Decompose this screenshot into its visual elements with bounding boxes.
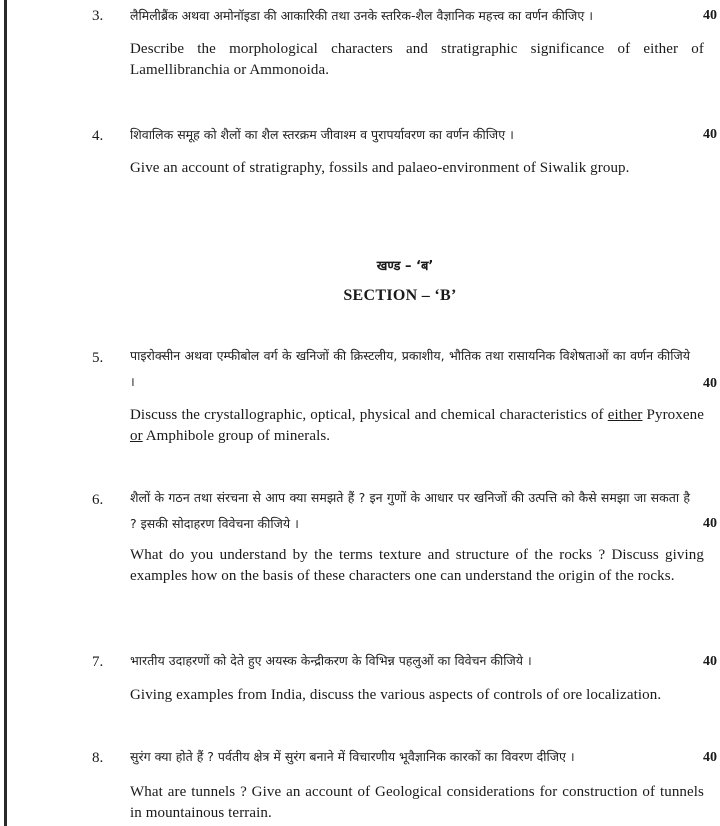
question-marks: 40: [703, 750, 717, 765]
question-marks: 40: [703, 127, 717, 142]
question-number: 5.: [92, 350, 104, 366]
question-marks: 40: [703, 8, 717, 23]
question-text-hindi: सुरंग क्या होते हैं ? पर्वतीय क्षेत्र में सुरंग बनाने में विचारणीय भूवैज्ञानिक कारकों का विवरण दीजिए ।: [130, 749, 575, 764]
question-text-hindi: शैलों के गठन तथा संरचना से आप क्या समझते हैं ? इन गुणों के आधार पर खनिजों की उत्पत्ति को कैसे समझा जा सकता है ? इसकी सोदाहरण विवेचना कीजिये ।: [130, 490, 690, 531]
question-marks: 40: [703, 654, 717, 669]
question-text-english: What are tunnels ? Give an account of Geological considerations for construction of tunnels in mountainous terrain.: [130, 784, 704, 821]
english-text: Amphibole group of minerals.: [142, 428, 331, 444]
question-text-hindi: शिवालिक समूह को शैलों का शैल स्तरक्रम जीवाश्म व पुरापर्यावरण का वर्णन कीजिए ।: [130, 127, 514, 142]
question-text-hindi: पाइरोक्सीन अथवा एम्फीबोल वर्ग के खनिजों की क्रिस्टलीय, प्रकाशीय, भौतिक तथा रासायनिक विशेषताओं का वर्णन कीजिये ।: [130, 348, 690, 389]
question-text-english: What do you understand by the terms texture and structure of the rocks ? Discuss giving examples how on the basis of these characters one can understand the origin of the rocks.: [130, 547, 704, 584]
question-text-english: Give an account of stratigraphy, fossils and palaeo-environment of Siwalik group.: [130, 160, 630, 176]
emphasis-or: or: [130, 428, 143, 444]
page-left-border: [4, 0, 7, 826]
question-number: 4.: [92, 128, 104, 144]
question-number: 7.: [92, 654, 104, 670]
question-marks: 40: [703, 516, 717, 531]
question-text-hindi: लैमिलीब्रैंक अथवा अमोनॉइडा की आकारिकी तथा उनके स्तरिक-शैल वैज्ञानिक महत्त्व का वर्णन कीजिए ।: [130, 8, 593, 23]
emphasis-either: either: [607, 407, 643, 423]
question-number: 6.: [92, 492, 104, 508]
question-number: 8.: [92, 750, 104, 766]
section-heading-hindi: खण्ड – ‘ब’: [376, 259, 434, 274]
question-text-hindi: भारतीय उदाहरणों को देते हुए अयस्क केन्द्रीकरण के विभिन्न पहलुओं का विवेचन कीजिये ।: [130, 653, 532, 668]
question-text-english: [130, 405, 704, 447]
section-heading: SECTION – ‘B’: [343, 287, 457, 304]
question-marks: 40: [703, 376, 717, 391]
question-text-english: Describe the morphological characters and stratigraphic significance of either of Lamellibranchia or Ammonoida.: [130, 41, 704, 78]
english-text: Pyroxene: [642, 407, 704, 423]
question-text-english: Giving examples from India, discuss the various aspects of controls of ore localization.: [130, 687, 662, 703]
question-number: 3.: [92, 8, 104, 24]
english-text: Discuss the crystallographic, optical, physical and chemical characteristics of: [130, 407, 608, 423]
